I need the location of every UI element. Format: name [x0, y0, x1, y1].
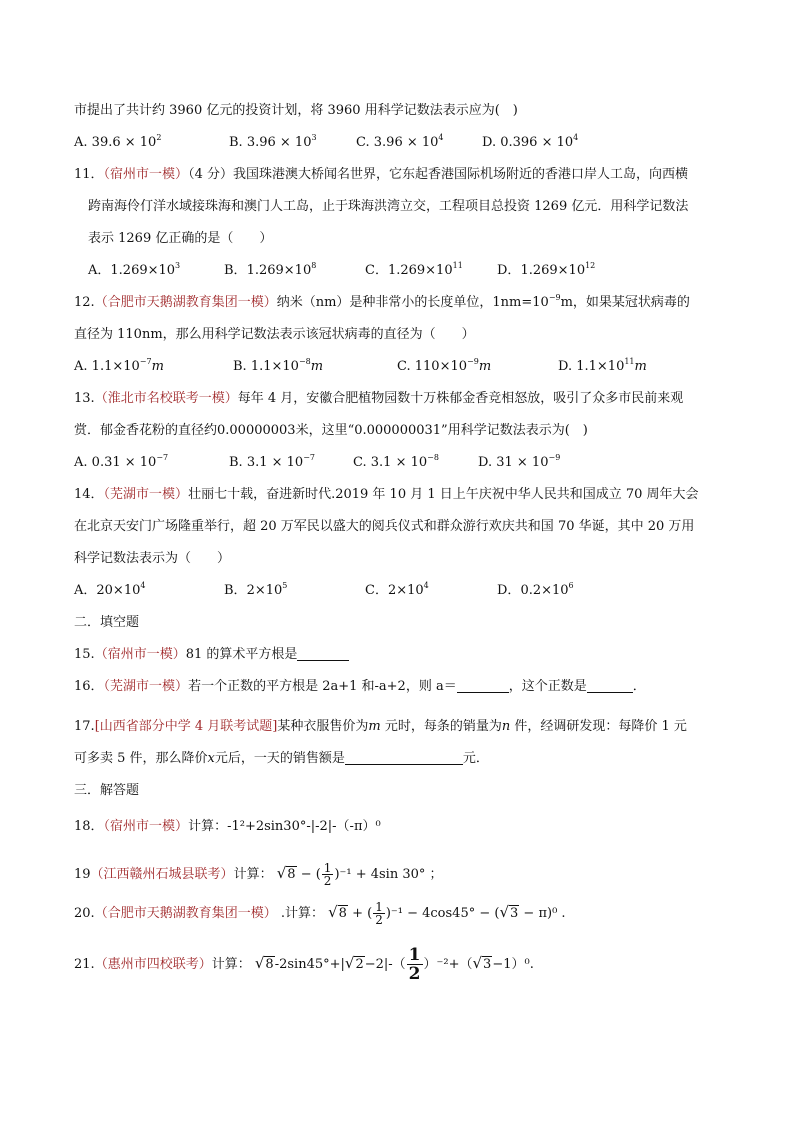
q12-source: （合肥市天鹅湖教育集团一模）: [94, 295, 277, 310]
q14-line1: 14．（芜湖市一模）壮丽七十载，奋进新时代.2019 年 10 月 1 日上午庆祝中华人民共和国成立 70 周年大会: [74, 487, 699, 502]
q19-source: （江西赣州石城县联考）: [90, 867, 234, 882]
q11-line2: 跨南海伶仃洋水域接珠海和澳门人工岛，止于珠海洪湾立交，工程项目总投资 1269 亿元．用科学记数法: [88, 199, 689, 214]
q11-line1: 11．（宿州市一模）（4 分）我国珠港澳大桥闻名世界，它东起香港国际机场附近的香港口岸人工岛，向西横: [74, 167, 688, 182]
q19-sqrt: √8: [276, 864, 296, 882]
q15-line: 15.（宿州市一模）81 的算术平方根是: [74, 645, 349, 665]
q16-line: 16．（芜湖市一模）若一个正数的平方根是 2a+1 和-a+2，则 a＝ ，这个正数是 ．: [74, 679, 646, 694]
q12-option-b[interactable]: B. $1.1\times 10^{-8}m$: [233, 357, 324, 374]
q13-option-a[interactable]: A. $0.31 \times 10^{-7}$: [74, 453, 169, 470]
q17-line2: 可多卖 5 件，那么降价x元后，一天的销售额是 元．: [74, 751, 489, 766]
q21-source: （惠州市四校联考）: [94, 957, 212, 972]
q14-option-d[interactable]: D．$0.2\times 10^6$: [497, 581, 574, 598]
q12-option-c[interactable]: C. $110\times 10^{-9}m$: [397, 357, 492, 374]
q13-line1: 13.（淮北市名校联考一模）每年 4 月，安徽合肥植物园数十万株郁金香竞相怒放，吸引了众多市民前来观: [74, 391, 684, 406]
q21-sqrt2: √2: [344, 954, 364, 972]
q11-option-c[interactable]: C．$1.269\times 10^{11}$: [365, 261, 463, 278]
q11-option-a[interactable]: A．$1.269\times 10^3$: [88, 261, 181, 278]
q21-sqrt: √8: [254, 954, 274, 972]
q17-line1: 17.[山西省部分中学 4 月联考试题]某种衣服售价为m 元时，每条的销量为n 件，经调研发现：每降价 1 元: [74, 719, 687, 734]
q14-line2: 在北京天安门广场隆重举行，超 20 万军民以盛大的阅兵仪式和群众游行欢庆共和国 70 华诞，其中 20 万用: [74, 519, 695, 534]
q19-fraction: $\frac{1}{2}$: [323, 861, 332, 888]
q20-sqrt: √8: [328, 903, 347, 921]
q19-line: 19（江西赣州石城县联考）计算： √8 − ( $\frac{1}{2}$ )⁻¹ + 4sin 30° ；: [74, 861, 443, 888]
q16-blank-number[interactable]: [587, 678, 633, 693]
q10-option-a[interactable]: A. $39.6 \times 10^2$: [74, 133, 162, 150]
section-solve-heading: 三．解答题: [74, 783, 140, 798]
q14-option-c[interactable]: C．$2\times 10^4$: [365, 581, 429, 598]
q13-option-b[interactable]: B. $3.1 \times 10^{-7}$: [229, 453, 315, 470]
q14-source: （芜湖市一模）: [103, 487, 189, 502]
q14-line3: 科学记数法表示为（ ）: [74, 551, 231, 566]
q17-source: [山西省部分中学 4 月联考试题]: [94, 719, 278, 734]
q11-option-b[interactable]: B．$1.269\times 10^8$: [224, 261, 317, 278]
q12-line2: 直径为 110nm，那么用科学记数法表示该冠状病毒的直径为（ ）: [74, 327, 475, 342]
q20-sqrt3: √3: [499, 903, 519, 921]
q10-option-b[interactable]: B. $3.96 \times 10^3$: [229, 133, 317, 150]
q14-option-a[interactable]: A．$20\times 10^4$: [74, 581, 146, 598]
q17-answer-blank[interactable]: [345, 750, 463, 765]
q12-option-a[interactable]: A. $1.1\times 10^{-7}m$: [74, 357, 164, 374]
q12-option-d[interactable]: D. $1.1\times 10^{11}m$: [558, 357, 647, 374]
q11-line3: 表示 1269 亿正确的是（ ）: [88, 231, 273, 246]
q15-answer-blank[interactable]: [297, 646, 349, 661]
section-fill-in-heading: 二．填空题: [74, 615, 140, 630]
q10-stem: 市提出了共计约 3960 亿元的投资计划，将 3960 用科学记数法表示应为( ): [74, 103, 518, 118]
q18-source: （宿州市一模）: [103, 819, 189, 834]
q21-sqrt3: √3: [472, 954, 492, 972]
q13-source: （淮北市名校联考一模）: [94, 391, 238, 406]
q16-blank-a[interactable]: [457, 678, 509, 693]
q13-option-d[interactable]: D. $31 \times 10^{-9}$: [478, 453, 561, 470]
q18-line: 18．（宿州市一模）计算：-1²+2sin30°-|-2|-（-π）⁰: [74, 819, 381, 834]
q10-option-c[interactable]: C. $3.96 \times 10^4$: [356, 133, 444, 150]
q16-source: （芜湖市一模）: [103, 679, 189, 694]
q10-option-d[interactable]: D. $0.396 \times 10^4$: [482, 133, 579, 150]
q20-source: （合肥市天鹅湖教育集团一模）: [94, 906, 277, 921]
q14-option-b[interactable]: B．$2\times 10^5$: [224, 581, 288, 598]
q11-option-d[interactable]: D．$1.269\times 10^{12}$: [497, 261, 596, 278]
q12-line1: 12.（合肥市天鹅湖教育集团一模）纳米（nm）是种非常小的长度单位，$1nm=10^{-9}m$，如果某冠状病毒的: [74, 293, 690, 310]
q13-option-c[interactable]: C. $3.1 \times 10^{-8}$: [353, 453, 439, 470]
q21-fraction: $\frac{1}{2}$: [408, 945, 421, 984]
q20-fraction: $\frac{1}{2}$: [375, 900, 383, 927]
q13-line2: 赏．郁金香花粉的直径约0.00000003米，这里“0.000000031”用科学记数法表示为( ): [74, 423, 588, 438]
q15-source: （宿州市一模）: [94, 647, 186, 662]
q11-source: （宿州市一模）: [103, 167, 189, 182]
q21-line: 21.（惠州市四校联考）计算： √8-2sin45°+|√2−2|-（ $\frac{1}{2}$ ）⁻²+（√3−1）⁰.: [74, 945, 534, 984]
q20-line: 20.（合肥市天鹅湖教育集团一模） .计算： √8 + ( $\frac{1}{2}$ )⁻¹ − 4cos45° − (√3 − π)⁰ .: [74, 900, 566, 927]
